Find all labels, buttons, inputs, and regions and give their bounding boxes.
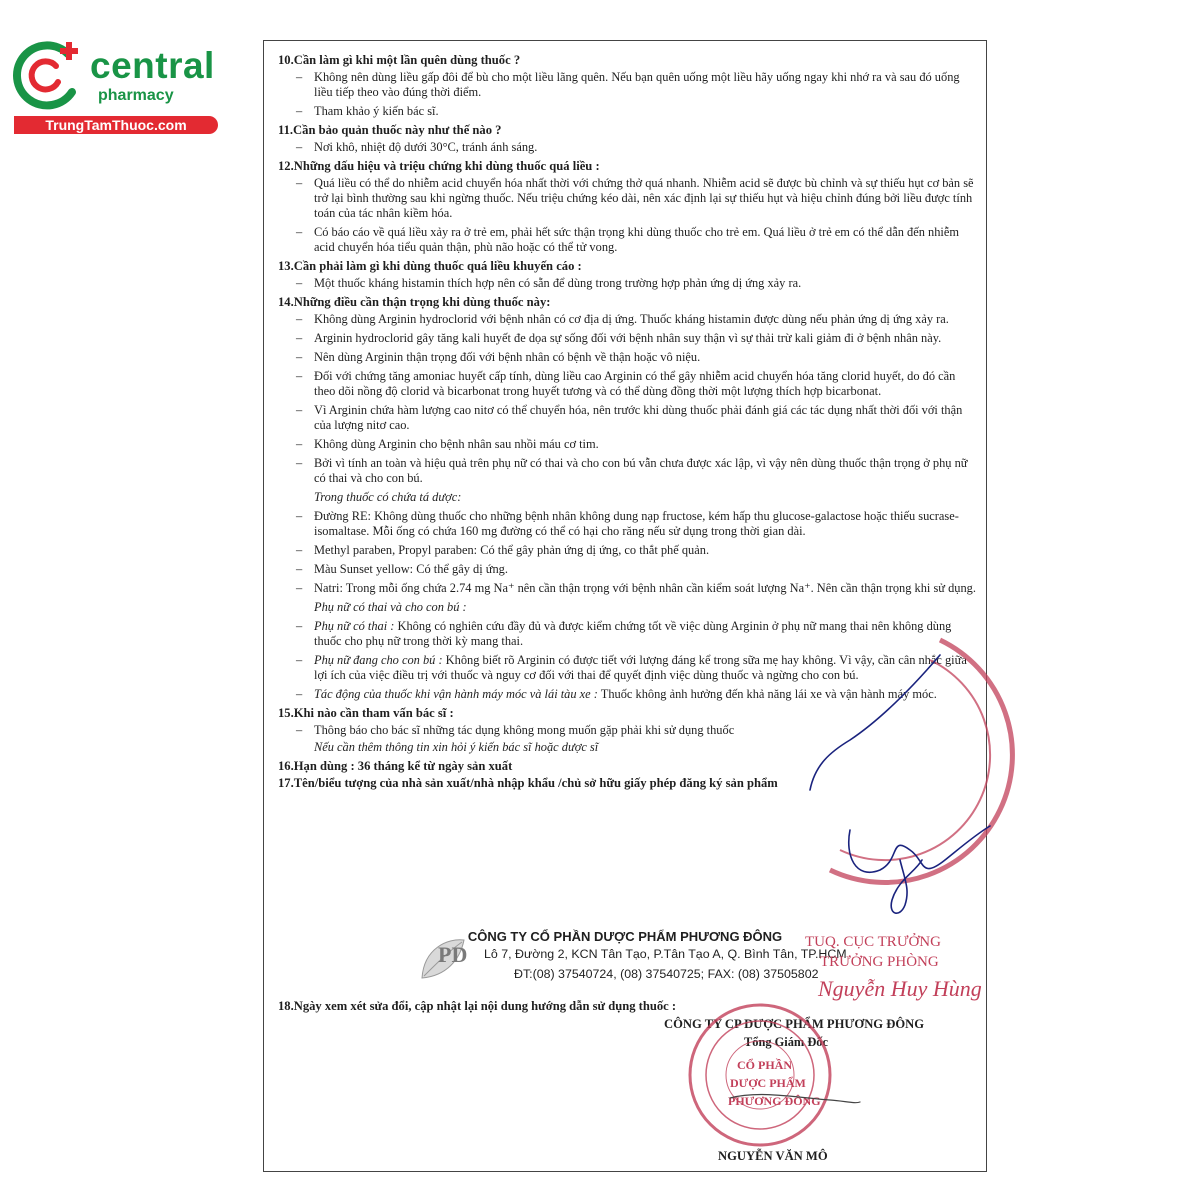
list-item: – Không dùng Arginin cho bệnh nhân sau nhồi máu cơ tim. (296, 437, 599, 451)
list-item: – Arginin hydroclorid gây tăng kali huyết đe dọa sự sống đối với bệnh nhân suy thận vì sự thải trừ kali giảm đi ở bệnh nhân này. (296, 331, 942, 345)
list-item: – Đối với chứng tăng amoniac huyết cấp tính, dùng liều cao Arginin có thể gây nhiễm acid chuyển hóa tăng clorid huyết, do đó cần theo dõi nồng độ clorid và bicarbonat trong huyết tương và có thể dùng đồng thời một lượng thích hợp bicarbonat. (296, 369, 956, 398)
list-item: – Không nên dùng liều gấp đôi để bù cho một liều lãng quên. Nếu bạn quên uống một liều hãy uống ngay khi nhớ ra và sau đó uống liều tiếp theo vào đúng thời điểm. (296, 70, 960, 99)
consult-note: Nếu cần thêm thông tin xin hỏi ý kiến bác sĩ hoặc dược sĩ (314, 740, 599, 754)
list-item: – Một thuốc kháng histamin thích hợp nên có sẵn để dùng trong trường hợp phản ứng dị ứng xảy ra. (296, 276, 802, 290)
company-name: CÔNG TY CỔ PHẦN DƯỢC PHẨM PHƯƠNG ĐÔNG (467, 929, 783, 944)
excipient-heading: Trong thuốc có chứa tá dược: (314, 490, 462, 504)
company-signature-icon (730, 1095, 860, 1103)
stamp-line2: DƯỢC PHẨM (730, 1076, 806, 1090)
company-round-stamp-icon (690, 1005, 830, 1145)
section-title: 14.Những điều cần thận trọng khi dùng thuốc này: (278, 295, 551, 309)
list-item: – Tác động của thuốc khi vận hành máy móc và lái tàu xe : Thuốc không ảnh hưởng đến khả năng lái xe và vận hành máy móc. (296, 687, 937, 701)
signature-name: NGUYỄN VĂN MÔ (718, 1149, 828, 1163)
list-item: – Phụ nữ có thai : Không có nghiên cứu đầy đủ và được kiểm chứng tốt về việc dùng Arginin ở phụ nữ mang thai nên không dùng thuốc cho phụ nữ trong thời kỳ mang thai. (296, 619, 952, 648)
brand-url[interactable]: TrungTamThuoc.com (14, 116, 218, 134)
section-title: 13.Cần phải làm gì khi dùng thuốc quá liều khuyến cáo : (278, 259, 582, 273)
list-item: – Đường RE: Không dùng thuốc cho những bệnh nhân không dung nạp fructose, kém hấp thu glucose-galactose hoặc thiếu sucrase-isomaltase. Mỗi ống có chứa 160 mg đường có thể có hại cho răng nếu sử dụng trong thời gian dài. (296, 509, 959, 538)
approval-line2: TRƯỞNG PHÒNG (820, 954, 939, 970)
list-item: – Có báo cáo về quá liều xảy ra ở trẻ em, phải hết sức thận trọng khi dùng thuốc cho trẻ em. Quá liều ở trẻ em có thể dẫn đến nhiễm acid chuyển hóa tiểu quản thận, phù não hoặc có thể tử vong. (296, 225, 960, 254)
company-phone: ĐT:(08) 37540724, (08) 37540725; FAX: (08) 37505802 (514, 967, 819, 981)
list-item: – Màu Sunset yellow: Có thể gây dị ứng. (296, 562, 508, 576)
signature-company: CÔNG TY CP DƯỢC PHẨM PHƯƠNG ĐÔNG (664, 1017, 925, 1031)
pd-logo-text: PD (438, 942, 468, 967)
approval-line1: TUQ. CỤC TRƯỞNG (805, 934, 941, 950)
list-item: – Tham khảo ý kiến bác sĩ. (296, 104, 439, 118)
signature-title: Tổng Giám Đốc (744, 1035, 828, 1049)
approval-signer: Nguyễn Huy Hùng (818, 976, 982, 1001)
list-item: – Nên dùng Arginin thận trọng đối với bệnh nhân có bệnh về thận hoặc vô niệu. (296, 350, 701, 364)
section-title: 17.Tên/biểu tượng của nhà sản xuất/nhà nhập khẩu /chủ sở hữu giấy phép đăng ký sản phẩm (278, 776, 778, 790)
company-address: Lô 7, Đường 2, KCN Tân Tạo, P.Tân Tạo A, Q. Bình Tân, TP.HCM (484, 947, 847, 961)
list-item: – Bởi vì tính an toàn và hiệu quả trên phụ nữ có thai và cho con bú vẫn chưa được xác lập, vì vậy nên dùng thuốc thận trọng ở phụ nữ có thai và cho con bú. (296, 456, 968, 485)
list-item: – Quá liều có thể do nhiễm acid chuyển hóa nhất thời với chứng thở quá nhanh. Nhiễm acid sẽ được bù chỉnh và sự thiếu hụt cơ bản sẽ trở lại bình thường sau khi ngừng thuốc. Nếu triệu chứng kéo dài, nên xác định lại sự thiếu hụt và hiệu chỉnh đúng bởi liều được tính toán của tác nhân kiềm hóa. (296, 176, 974, 220)
section-title: 11.Cần bảo quản thuốc này như thế nào ? (278, 123, 502, 137)
section-18-title: 18.Ngày xem xét sửa đổi, cập nhật lại nội dung hướng dẫn sử dụng thuốc : (278, 999, 677, 1013)
list-item: – Không dùng Arginin hydroclorid với bệnh nhân có cơ địa dị ứng. Thuốc kháng histamin được dùng nếu phản ứng dị ứng xảy ra. (296, 312, 949, 326)
brand-name: central (90, 45, 215, 86)
section-title: 12.Những dấu hiệu và triệu chứng khi dùng thuốc quá liều : (278, 159, 600, 173)
section-title: 10.Cần làm gì khi một lần quên dùng thuốc ? (278, 53, 521, 67)
stamp-line3: PHƯƠNG ĐÔNG (728, 1094, 821, 1108)
list-item: – Vì Arginin chứa hàm lượng cao nitơ có thể chuyển hóa, nên trước khi dùng thuốc phải đánh giá các tác dụng nhất thời đối với thận của lượng nitơ cao. (296, 403, 963, 432)
list-item: – Nơi khô, nhiệt độ dưới 30°C, tránh ánh sáng. (296, 140, 538, 154)
brand-subtitle: pharmacy (98, 87, 174, 104)
section-title: 15.Khi nào cần tham vấn bác sĩ : (278, 706, 454, 720)
list-item: – Natri: Trong mỗi ống chứa 2.74 mg Na⁺ nên cần thận trọng với bệnh nhân cần kiểm soát lượng Na⁺. Nên cần thận trọng khi sử dụng. (296, 581, 976, 595)
pregnancy-heading: Phụ nữ có thai và cho con bú : (314, 600, 467, 614)
section-title: 16.Hạn dùng : 36 tháng kể từ ngày sản xuất (278, 759, 513, 773)
stamp-line1: CỔ PHẦN (737, 1058, 792, 1072)
list-item: – Thông báo cho bác sĩ những tác dụng không mong muốn gặp phải khi sử dụng thuốc (296, 723, 735, 737)
list-item: – Methyl paraben, Propyl paraben: Có thể gây phản ứng dị ứng, co thắt phế quản. (296, 543, 710, 557)
list-item: – Phụ nữ đang cho con bú : Không biết rõ Arginin có được tiết với lượng đáng kể trong sữa mẹ hay không. Vì vậy, cần cân nhắc giữa lợi ích của việc điều trị với thuốc và nguy cơ đối với thai để quyết định việc dùng thuốc và ngừng cho con bú. (296, 653, 967, 682)
